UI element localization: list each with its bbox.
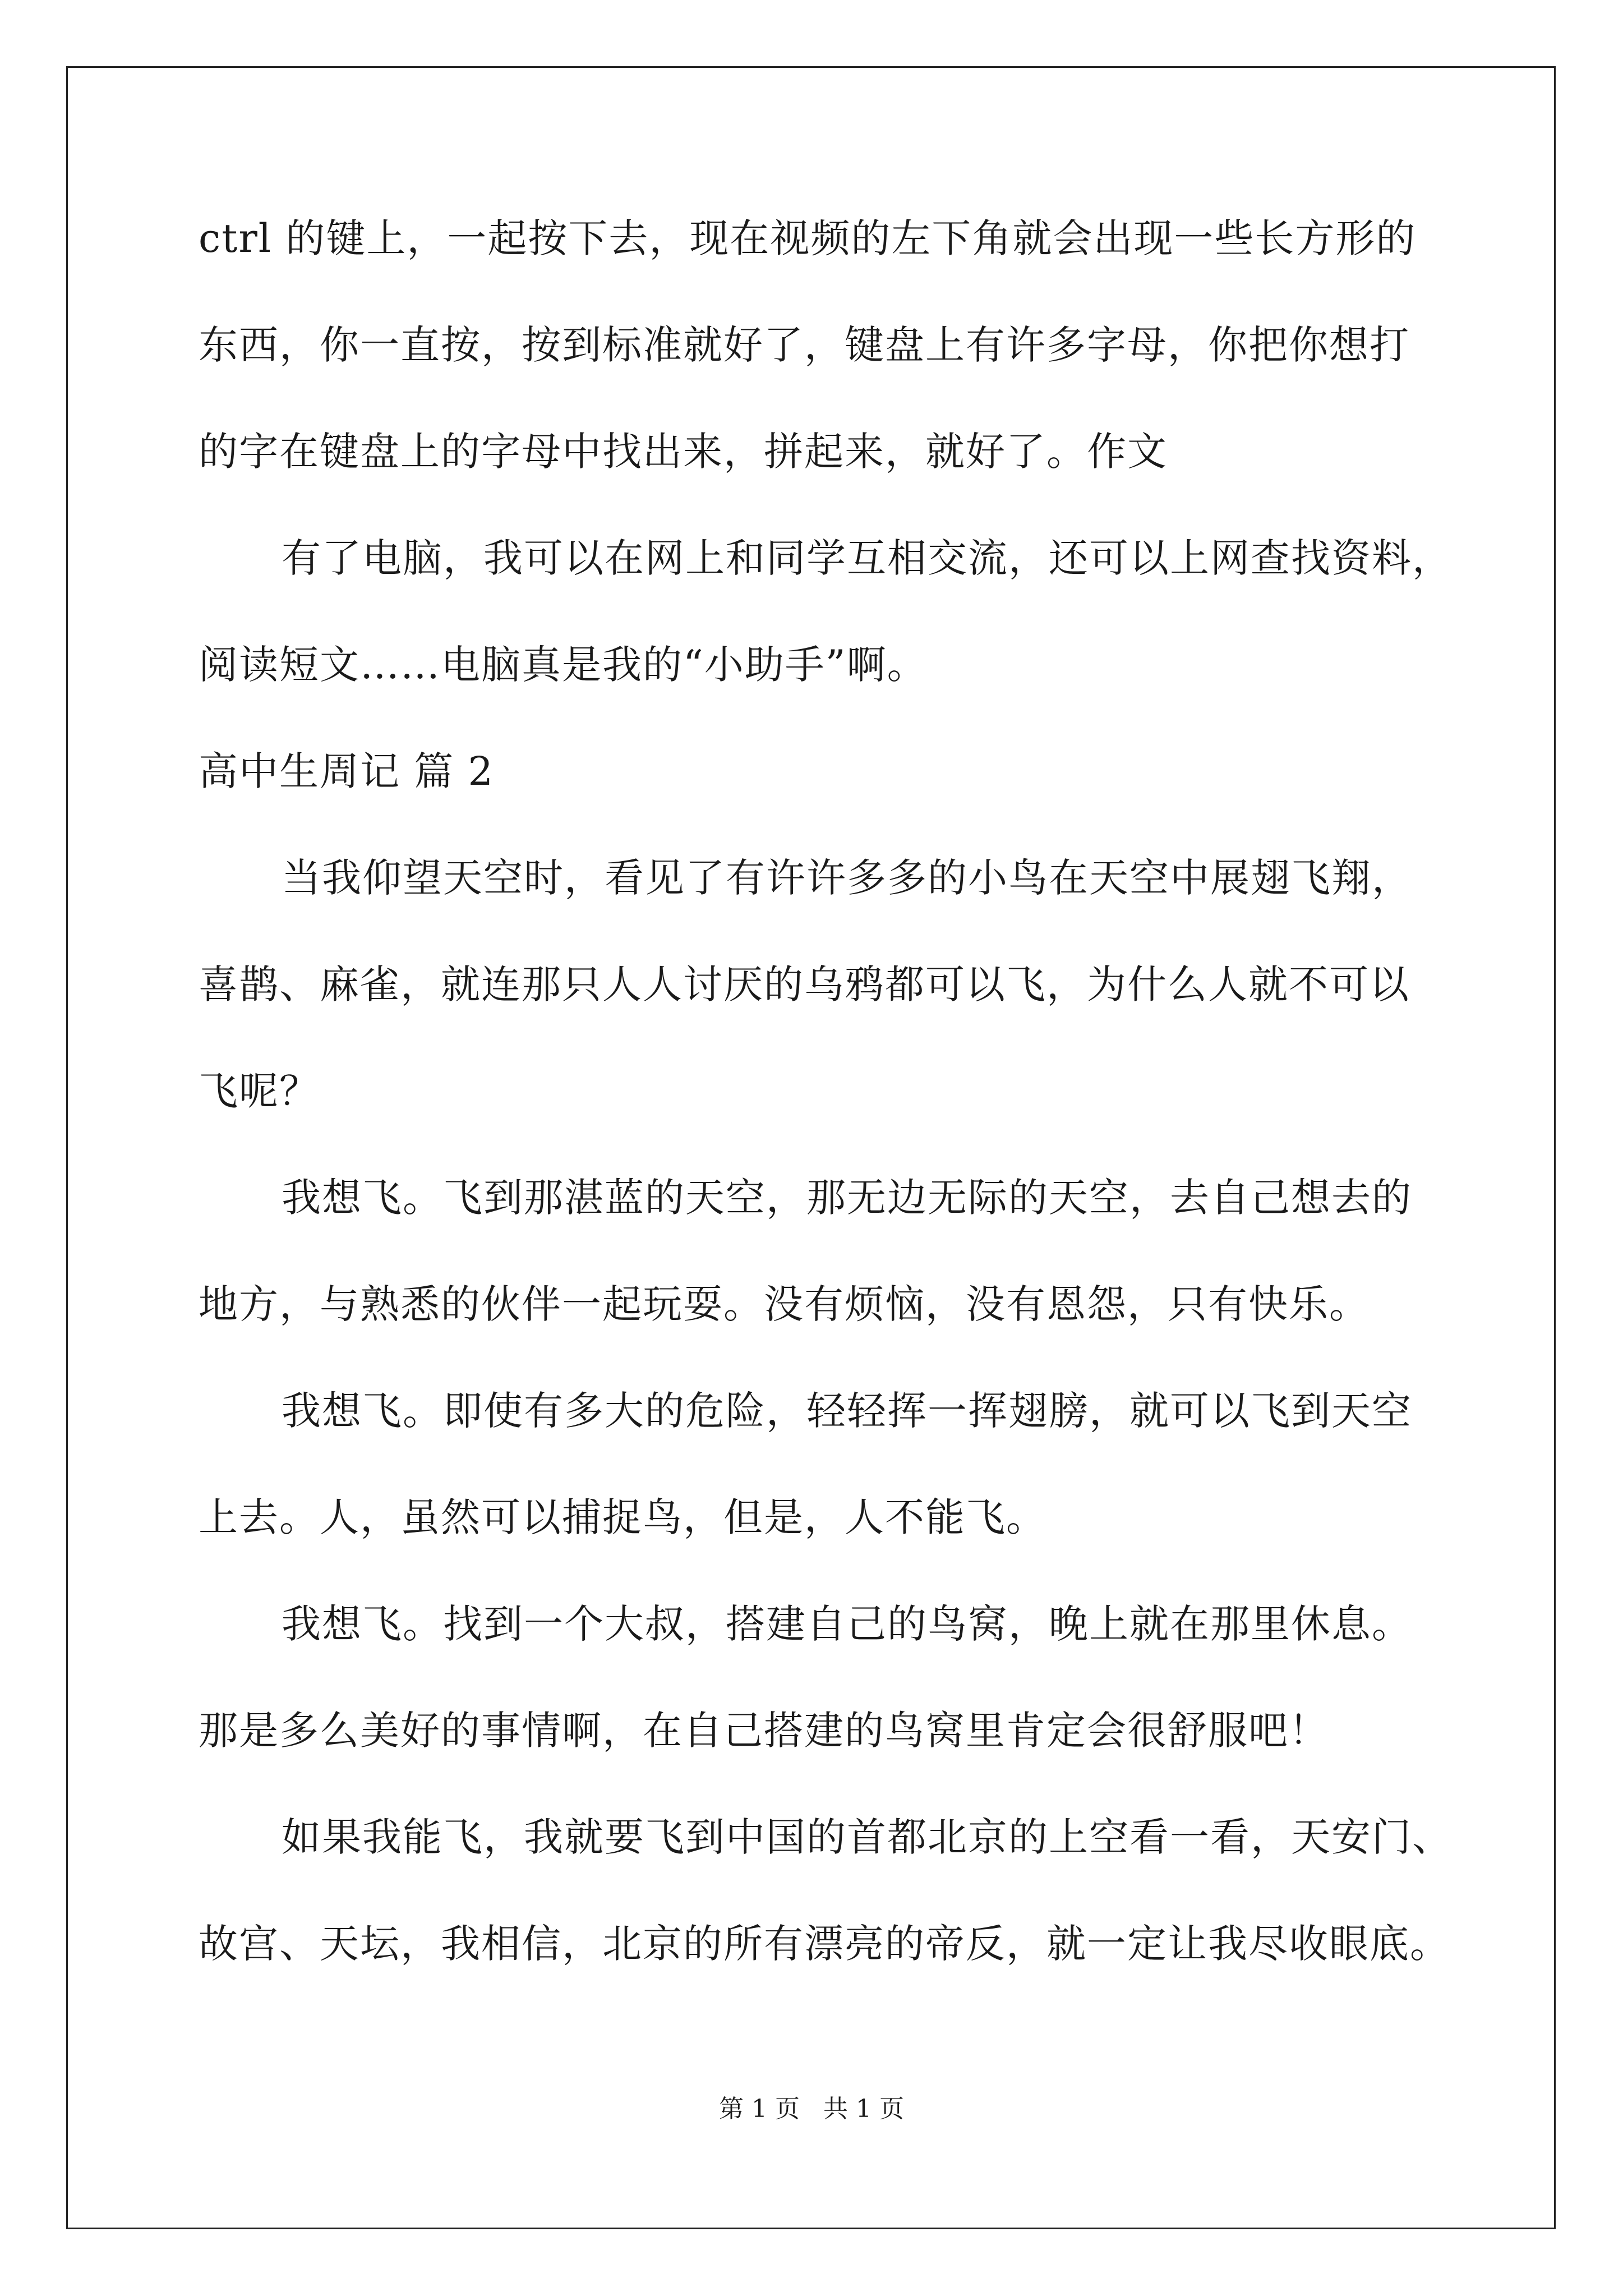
text-line: 如果我能飞，我就要飞到中国的首都北京的上空看一看，天安门、 bbox=[282, 1814, 1453, 1860]
paragraph-6 bbox=[199, 1571, 1444, 1784]
text-line: 喜鹊、麻雀，就连那只人人讨厌的乌鸦都可以飞，为什么人就不可以 bbox=[199, 961, 1410, 1007]
text-line: 阅读短文……电脑真是我的“小助手”啊。 bbox=[199, 642, 928, 688]
text-line: 有了电脑，我可以在网上和同学互相交流，还可以上网查找资料， bbox=[282, 535, 1453, 581]
text-line: 上去。人，虽然可以捕捉鸟，但是，人不能飞。 bbox=[199, 1494, 1046, 1540]
text-line: 的字在键盘上的字母中找出来，拼起来，就好了。作文 bbox=[199, 429, 1168, 475]
text-line: 地方，与熟悉的伙伴一起玩耍。没有烦恼，没有恩怨，只有快乐。 bbox=[199, 1281, 1370, 1327]
paragraph-7 bbox=[199, 1784, 1453, 1997]
paragraph-4 bbox=[199, 1144, 1444, 1358]
paragraph-1 bbox=[199, 185, 1444, 505]
text-line: 我想飞。找到一个大叔，搭建自己的鸟窝，晚上就在那里休息。 bbox=[282, 1601, 1412, 1647]
text-line: 那是多么美好的事情啊，在自己搭建的鸟窝里肯定会很舒服吧！ bbox=[199, 1708, 1329, 1754]
text-line: 当我仰望天空时，看见了有许许多多的小鸟在天空中展翅飞翔， bbox=[282, 855, 1412, 901]
text-line: ctrl 的键上，一起按下去，现在视频的左下角就会出现一些长方形的 bbox=[199, 215, 1417, 261]
document-body bbox=[199, 185, 1453, 1997]
text-line: 飞呢？ bbox=[199, 1068, 320, 1114]
section-heading bbox=[199, 718, 1444, 825]
heading-text: 高中生周记 篇 2 bbox=[199, 748, 495, 794]
page-footer: 第 1 页 共 1 页 bbox=[719, 2095, 904, 2123]
text-line: 我想飞。即使有多大的危险，轻轻挥一挥翅膀，就可以飞到天空 bbox=[282, 1388, 1412, 1434]
paragraph-2 bbox=[199, 505, 1453, 718]
paragraph-5 bbox=[199, 1358, 1444, 1571]
text-line: 故宫、天坛，我相信，北京的所有漂亮的帝反，就一定让我尽收眼底。 bbox=[199, 1921, 1450, 1967]
paragraph-3 bbox=[199, 825, 1444, 1144]
text-line: 我想飞。飞到那湛蓝的天空，那无边无际的天空，去自己想去的 bbox=[282, 1175, 1412, 1221]
text-line: 东西，你一直按，按到标准就好了，键盘上有许多字母，你把你想打 bbox=[199, 322, 1410, 368]
